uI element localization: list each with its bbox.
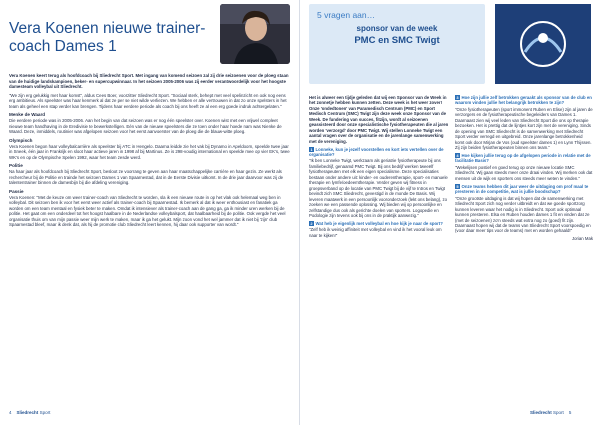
question-1: 1 Lonneke, kun je jezelf voorstellen en kort iets vertellen over de organisatie? [309,146,444,158]
subheading: Politie [9,163,23,168]
paragraph: Die eerdere periode was in 2005-2006. Aan het begin van dat seizoen was er nog één speelster over. Koenen wist met een vrijwel compleet nieuwe team handhaving in de Eredivisie te bewerkstelligen. Eén van de nieuwe speelsters die ze toen onder haar hoede nam was Nienke de Waard. Deze, inmiddels, routinier was afgelopen seizoen voor het eerst aanvoerster van de ploeg die de blauw-witte ploeg. [9,118,282,134]
portrait-photo [220,4,290,64]
paragraph: Vera Koenen begon haar volleybalcarrière als speelster bij ATC in Hengelo. Daarna leidde zie het vak bij Dynamo in Apeldoorn, speelde twee jaar in Sneek, één jaar in Frankrijk en sloot haar actieve jaren in 1998 af bij Martinus. Ze is 298-voudig international en speelde mee op vier EK's, twee WK's en op de Olympische Spelen 1992, waar het team zesde werd. [9,143,290,160]
question-2: 2 Wat heb je eigenlijk met volleybal en hoe kijk je naar de sport? [310,220,443,226]
paragraph: Na haar jaar als hoofdcoach bij Sliedrecht Sport, besloot ze voorrang te geven aan haar maatschappelijke carrière en haar gezin. Ze werkt als rechercheur bij de Politie en trainde het seizoen Dames 1 van Spaarnestad, dat in de Eerste Divisie uitkomt. In de drie jaar daarvoor was zij de talententrainer binnen de damesbijn bij die afdeling vereniging. [9,169,284,185]
question-number-icon: 4 [456,153,459,159]
question-number-icon: 5 [456,183,459,189]
answer-5: "Onze grootste uitdaging is dat wij hopen dat de samenwerking met Sliedrecht Sport zich nog verder uitbreidt en dat we goede sportzorg kunnen leveren waar het nodig is in Sliedrecht. Sport ook optimaal kunnen presteren. Elsa en Ruben houden dames 1 fit en vinden dat ze (met de seizoenen) zo'n steeds wat extra nog zo (goed) fit zijn. Daarnaast hopen wij dat de teams van Sliedrecht Sport voorspoedig en (voor daar meer tips voor de teams) met en worden gehaald!" [455,195,591,234]
subheading: Passie [9,188,24,194]
right-page [300,0,600,425]
banner-subtitle: sponsor van de week [356,24,438,33]
question-number-icon: 1 [310,146,313,152]
answer-2: "Zelf heb ik weinig affiniteit met volleybal en vind ik het vooral leuk om naar te kijken!" [309,227,442,238]
subheading: Menke de Waard [9,112,46,117]
page-number: 5 [568,410,572,415]
question-number-icon: 2 [310,220,313,226]
paragraph: "We zijn erg gelukkig met haar komst", aldus Cees Boer, voorzitter Sliedrecht Sport. "Sociaal sterk, behept met veel spelinzicht en ook nog eens erg ambitieus. Als speelster was haar kenmerk al dat ze per se niet wilde verliezen. We hebben er alle vertrouwen in dat zo onze spelsters in het team als geheel een stap verder kan brengen. Tijdens haar eerdere periode als coach bij ons heeft ze al een erg goede indruk achtergelaten." [9,92,287,109]
paragraph: Vera Koenen: "Met de keuze om weer trainer-coach van Sliedrecht te worden, sla ik een nieuwe route in op het vlak ook helemaal weg ben in volleybal. Dit seizoen ben ik voor het eerst weer actief als trainer-coach bij Spaarnestad. Ik bemerk al dat ik weer enthousiast en fanatiek ga worden om een team mentaal en fysiek beter te maken. Omdat ik intensiever als trainer-coach aan de gang ga, ga ik minder uren werken bij de politie. Het gaat om een onderdeel tot het hoogst haalbare in de Nederlandse volleybalsport, dat haalbaarheid bij de politie. Ook vergde het veel organisatie thuis om van mijn passie weer mijn werk te maken, maar ik ga het gelukt. Mijn zoon vond het wel jammer dat ik niet bij 'zijn' club Spaarnestad bleef, maar ik denk dat, als hij de promotie club Sliedrecht leert kennen, hij daar ook supporter van wordt." [9,194,286,227]
article-title: Vera Koenen nieuwe trainer-coach Dames 1 [9,20,206,55]
answer-3: "Onze fysiotherapeuten (sport immonent Ruben en Elise) zijn al jaren de verzorgers en de fysiotherapeutische begeleiders van Dames 1. Daarnaast zien wij veel leden van Sliedrecht Sport die ons op therapie bezoeken. Het is prettig dat de lijntjes kort zijn met de vereniging. Sinds de opening van SMC Sliedrecht is de samenwerking met Sliedrecht Sport verder verregd en uitgebreid. Onze jarenlange betrokkenheid komt ook door Mirjan de Vos (oud speelster dames 1) en Lynn Thijssen. Zij zijn beiden fysiotherapeuten binnen ons team." [455,106,593,151]
question-number-icon: 3 [456,95,459,100]
right-footer [530,410,571,415]
answer-4: "Wekelijsen postief en goed terug op onze nieuwe locatie SMC Sliedrecht. Wij gaan steeds meer onze draai vinden. Wij merken ook dat mensen uit de wijk en sporters ons steeds meer weten te vinden." [455,164,593,181]
interview-column-1 [309,95,449,241]
lead-paragraph: Vera Koenen keert terug als hoofdcoach bij Sliedrecht Sport. Met ingang van komend seizoen zal zij drie seizoenen voor de ploeg staan van de huidige landskampioen, beker- en supercupwinnaar. In het seizoen 2005-2006 was zij eerder verantwoordelijk voor het hoogste damesteam volleybal uit Sliedrecht. [9,73,289,89]
article-body [9,73,291,231]
intro-paragraph: Het is alweer een tijdje geleden dat wij een Sponsor van de Week in het zonnetje hebben kunnen zetten. Deze week is het weer zover! Onze 'ondedtonen' van Paramedisch Centrum (PMC) en Sport Medisch Centrum (SMC) Twigt zijn deze week onze Sponsor van de Week. De fundering van succes, fitzijn, wordt al seizoenen geassisteerd door onze specialistische fysiotherapeuten die al jaren worden 'verzorgd' door PMC Twigt. Wij stellen Lonneke Twigt een aantal vragen over de organisatie en de jarenlange samenwerking met de vereniging. [309,95,449,144]
question-4: 4 Hoe kijken jullie terug op de afgelopen periode in relatie met de facilitatie Basis? [455,153,591,164]
answer-1: "Ik ben Lonneke Twigt, werkzaam als geriatrie fysiotherapeute bij ons familiebedrijf, genaamd PMC Twigt. Bij ons bedrijf werken tweeëlf fysiotherapeuten met elk een eigen specialisme. Deze specialisaties bestaan onder andere uit: kinder- en ouderentherapie, sport- en manuele therapie en lymfe/oedeemtherapie. Verder geven wij fitness in groepsverband op de locatie van PMC Twigt bij de vijf te Intros en Twigt bevindt zich SMC Sliedrecht, gevestigd in de monde De Basis. Wij leveren maatwerk in een persoonlijk vooronderzoek (lekt ons belang), zo zoeken we een passende oplossing. Wij bieden wij op persoonlijke en zelfstandige dus ook als gerichte doelen van sporters. Logopedie en Podologie zijn tevens ook bij ons in de praktijk aanwezig." [309,158,448,219]
subheading: Olympisch [9,137,33,143]
page-number: 4 [9,410,12,415]
author-signature: Jorian Mak [571,236,593,242]
banner-kicker: 5 vragen aan… [317,10,376,20]
question-3: 3 Hoe zijn jullie zelf betrokken geraakt als sponsor van de club en waarom vinden jullie het belangrijk betrokken te zijn? [455,95,592,106]
interview-column-2 [455,95,593,244]
question-5: 5 Onze teams hebben dit jaar weer de uitdaging om prof maal te presteren in de competitie, wat is jullie boodschap? [455,183,589,195]
sponsor-logo-image [495,4,591,84]
footer-brand: Sliedrecht Sport [530,410,564,415]
footer-brand: Sliedrecht Sport [16,410,51,415]
left-footer [9,410,50,415]
interview-banner [309,4,485,84]
banner-title: PMC en SMC Twigt [354,35,440,46]
